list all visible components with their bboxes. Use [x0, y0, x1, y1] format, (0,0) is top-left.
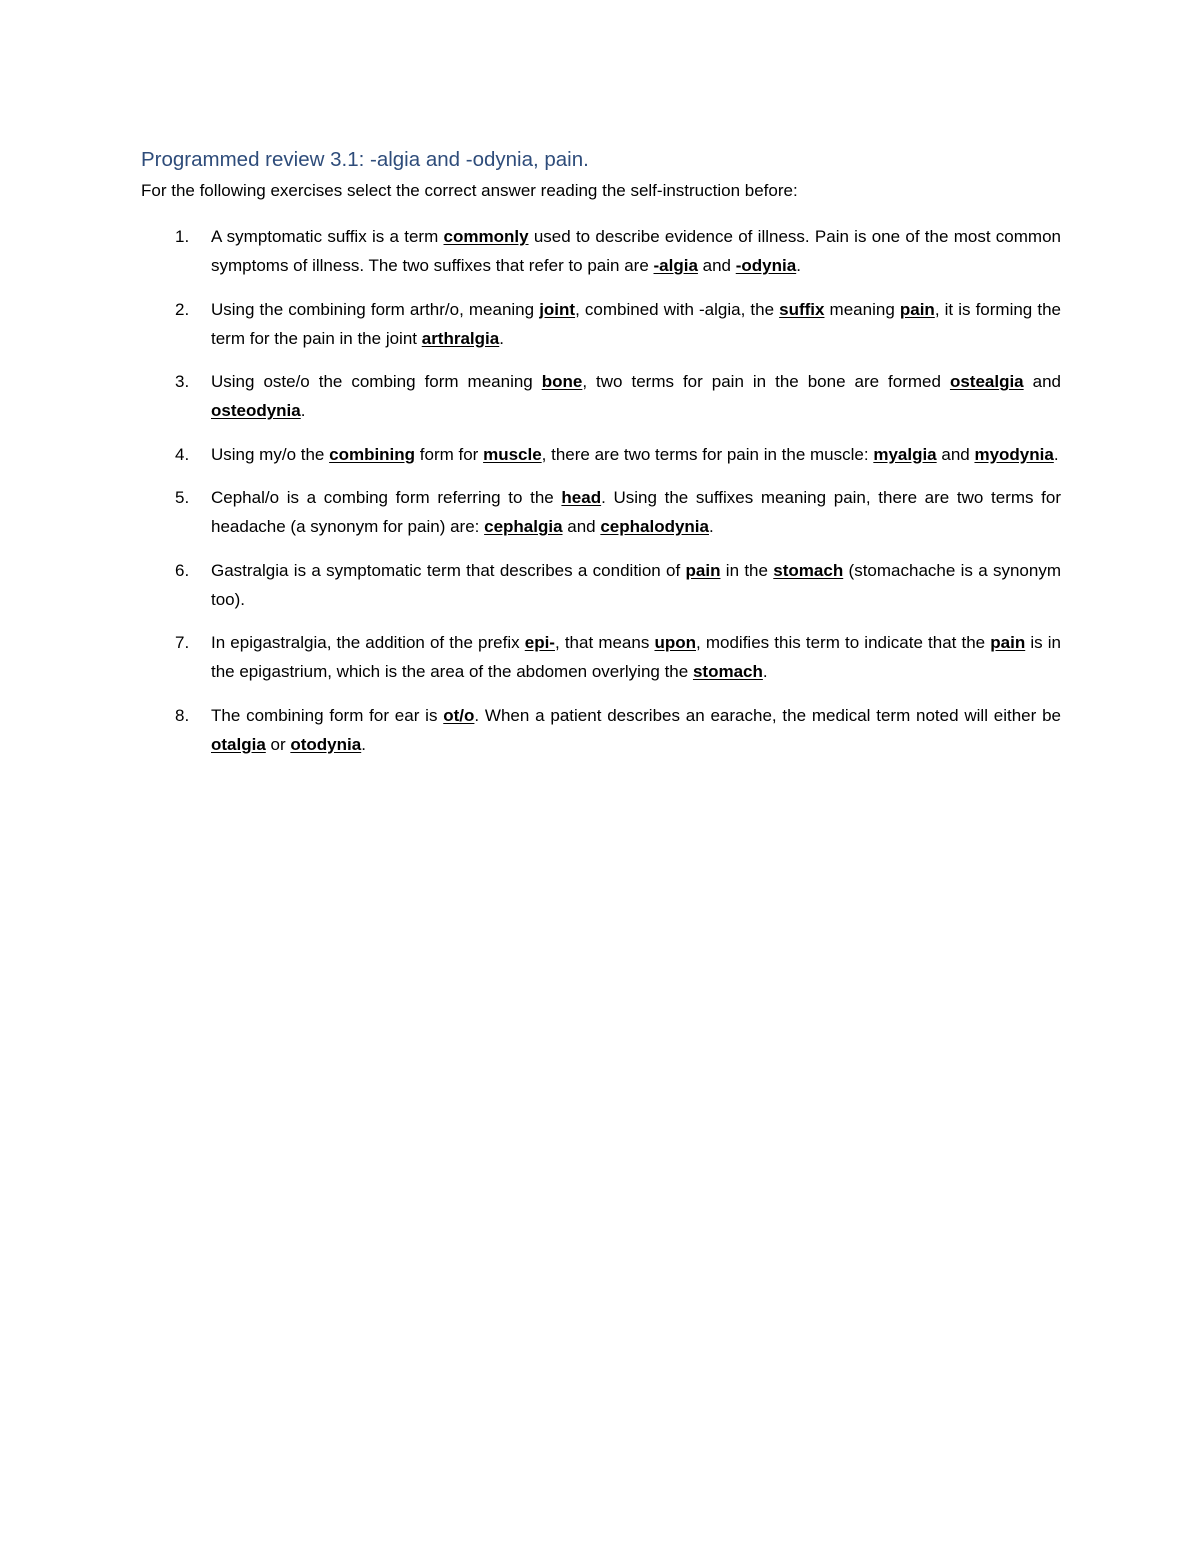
answer-term: -algia	[653, 256, 698, 275]
exercise-text: .	[708, 517, 714, 536]
exercise-text: and	[1023, 372, 1061, 391]
document-body	[141, 146, 1061, 773]
answer-term: stomach	[692, 662, 763, 681]
answer-term: cephalodynia	[600, 517, 709, 536]
exercise-text: and	[936, 444, 975, 464]
exercise-text: .	[499, 328, 504, 348]
exercise-text: and	[562, 517, 601, 536]
exercise-text: Gastralgia is a symptomatic term that describes a condition of	[211, 560, 686, 580]
exercise-text: . When a patient describes an earache, the medical term noted will either be	[474, 705, 1061, 725]
exercise-text: and	[697, 256, 736, 275]
answer-term: suffix	[779, 299, 825, 319]
document-title: Programmed review 3.1: -algia and -odynia, pain.	[141, 148, 589, 171]
exercise-number: 1.	[175, 227, 190, 246]
answer-term: head	[561, 488, 602, 507]
exercise-number: 5.	[175, 488, 190, 507]
exercise-text: , that means	[554, 633, 655, 652]
exercise-text: .	[300, 401, 306, 420]
answer-term: bone	[541, 372, 583, 391]
answer-term: ot/o	[443, 705, 475, 725]
exercise-text: Using oste/o the combing form meaning	[211, 372, 542, 391]
answer-term: otodynia	[290, 734, 362, 754]
exercise-text: , modifies this term to indicate that the	[696, 633, 991, 652]
exercise-text: .	[762, 662, 768, 681]
exercise-item	[141, 440, 1061, 469]
answer-term: epi-	[524, 633, 555, 652]
answer-term: -odynia	[735, 256, 797, 275]
answer-term: otalgia	[211, 734, 266, 754]
exercise-item	[141, 367, 1061, 425]
exercise-text: , it is forming the term for the pain in the joint	[211, 299, 1061, 348]
exercise-text: or	[265, 734, 291, 754]
exercise-number: 3.	[175, 372, 190, 391]
exercise-text: form for	[415, 444, 484, 464]
exercise-text: meaning	[824, 299, 900, 319]
exercise-text: (stomachache is a synonym too).	[211, 560, 1061, 609]
exercise-text: , two terms for pain in the bone are formed	[582, 372, 950, 391]
answer-term: osteodynia	[211, 401, 301, 420]
exercise-number: 7.	[175, 633, 190, 652]
answer-term: pain	[899, 299, 935, 319]
exercise-text: .	[1053, 444, 1059, 464]
exercise-text: Cephal/o is a combing form referring to the	[211, 488, 562, 507]
exercise-number: 8.	[175, 705, 190, 725]
answer-term: pain	[685, 560, 721, 580]
exercise-text: .	[361, 734, 366, 754]
exercise-item	[141, 222, 1061, 280]
answer-term: arthralgia	[421, 328, 500, 348]
exercise-instruction: For the following exercises select the correct answer reading the self-instruction before:	[141, 181, 798, 200]
answer-term: muscle	[483, 444, 542, 464]
answer-term: cephalgia	[484, 517, 563, 536]
answer-term: ostealgia	[949, 372, 1024, 391]
exercise-text: in the	[720, 560, 774, 580]
exercise-text: A symptomatic suffix is a term	[211, 227, 444, 246]
exercise-item	[141, 701, 1061, 759]
exercise-number: 4.	[175, 444, 190, 464]
exercise-text: . Using the suffixes meaning pain, there are two terms for headache (a synonym for pain) are:	[211, 488, 1062, 536]
answer-term: upon	[654, 633, 697, 652]
exercise-number: 2.	[175, 299, 190, 319]
answer-term: myodynia	[974, 444, 1054, 464]
exercise-item	[141, 628, 1061, 686]
answer-term: combining	[329, 444, 416, 464]
exercise-text: .	[796, 256, 801, 275]
answer-term: pain	[990, 633, 1026, 652]
exercise-list	[141, 222, 1061, 759]
exercise-text: , combined with -algia, the	[575, 299, 780, 319]
exercise-text: The combining form for ear is	[211, 705, 444, 725]
exercise-text: Using the combining form arthr/o, meaning	[211, 299, 540, 319]
exercise-text: used to describe evidence of illness. Pain is one of the most common symptoms of illness. The two suffixes that refer to pain are	[211, 227, 1061, 275]
exercise-item	[141, 556, 1061, 614]
answer-term: joint	[539, 299, 576, 319]
exercise-number: 6.	[175, 560, 190, 580]
exercise-item	[141, 295, 1061, 353]
answer-term: commonly	[443, 227, 529, 246]
answer-term: stomach	[773, 560, 844, 580]
exercise-text: is in the epigastrium, which is the area of the abdomen overlying the	[211, 633, 1061, 681]
exercise-text: In epigastralgia, the addition of the prefix	[211, 633, 525, 652]
answer-term: myalgia	[873, 444, 937, 464]
exercise-text: Using my/o the	[211, 444, 330, 464]
exercise-text: , there are two terms for pain in the muscle:	[541, 444, 874, 464]
exercise-item	[141, 483, 1061, 541]
